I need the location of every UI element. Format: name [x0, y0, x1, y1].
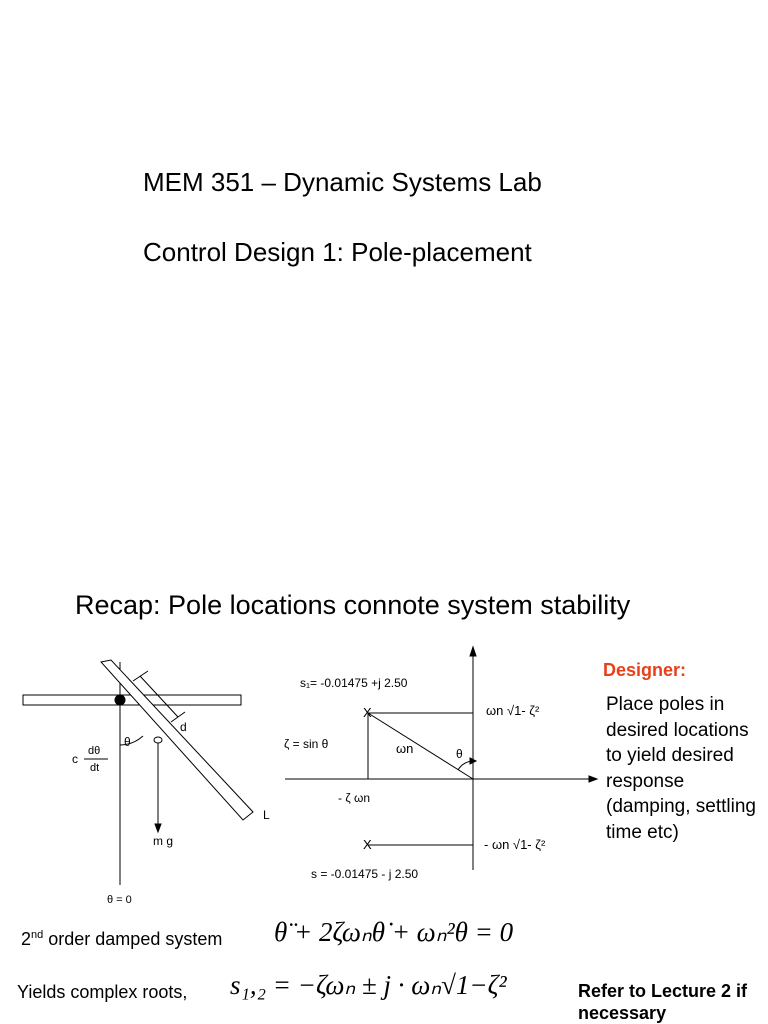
label-d: d — [180, 720, 187, 734]
slide2-title: Recap: Pole locations connote system stability — [75, 590, 631, 620]
equation2-label: Yields complex roots, — [17, 982, 188, 1002]
pendulum-diagram — [23, 660, 253, 885]
pole-marker-lower: X — [363, 837, 372, 852]
zeta-relation: ζ = sin θ — [284, 737, 329, 751]
root-lower: s = -0.01475 - j 2.50 — [311, 867, 419, 881]
imag-axis-arrowhead — [470, 647, 476, 656]
pivot — [115, 695, 125, 705]
equation1-label — [21, 929, 222, 950]
omega-n-label: ωn — [396, 741, 414, 756]
s-plane-theta-label: θ — [456, 747, 463, 761]
center-of-mass — [154, 737, 162, 743]
gravity-arrowhead — [155, 824, 161, 832]
equation1-formula: θ̈ + 2ζωₙθ̇ + ωₙ²θ = 0 — [274, 917, 514, 947]
label-L: L — [263, 808, 270, 822]
label-mg: m g — [153, 834, 174, 848]
root-upper: s₁= -0.01475 +j 2.50 — [300, 676, 408, 690]
label-dt: dt — [90, 762, 100, 774]
imag-pos-label: ωn √1- ζ² — [486, 703, 540, 718]
label-c: c — [72, 752, 78, 766]
neg-zeta-omega-label: - ζ ωn — [338, 791, 370, 805]
equation2-formula: s₁,₂ = −ζωₙ ± j · ωₙ√1−ζ² — [230, 970, 507, 1000]
refer-note: Refer to Lecture 2 if necessary — [578, 981, 748, 1023]
label-theta-zero: θ = 0 — [107, 894, 132, 906]
equation1-label-prefix: 2 — [21, 929, 32, 949]
omega-n-vector — [368, 713, 473, 779]
equation1-label-rest: order damped system — [43, 929, 223, 949]
real-axis-arrowhead — [589, 776, 597, 782]
designer-text: Place poles in desired locations to yield desired response (damping, settling time etc) — [606, 694, 756, 843]
slide-subtitle: Control Design 1: Pole-placement — [143, 237, 532, 267]
label-theta: θ — [124, 735, 131, 749]
label-dtheta: dθ — [88, 745, 101, 757]
slide-title: MEM 351 – Dynamic Systems Lab — [143, 167, 542, 197]
equation1-label-sup: nd — [31, 929, 44, 941]
imag-neg-label: - ωn √1- ζ² — [484, 837, 546, 852]
designer-label: Designer: — [603, 660, 687, 680]
pole-marker-upper: X — [363, 705, 372, 720]
